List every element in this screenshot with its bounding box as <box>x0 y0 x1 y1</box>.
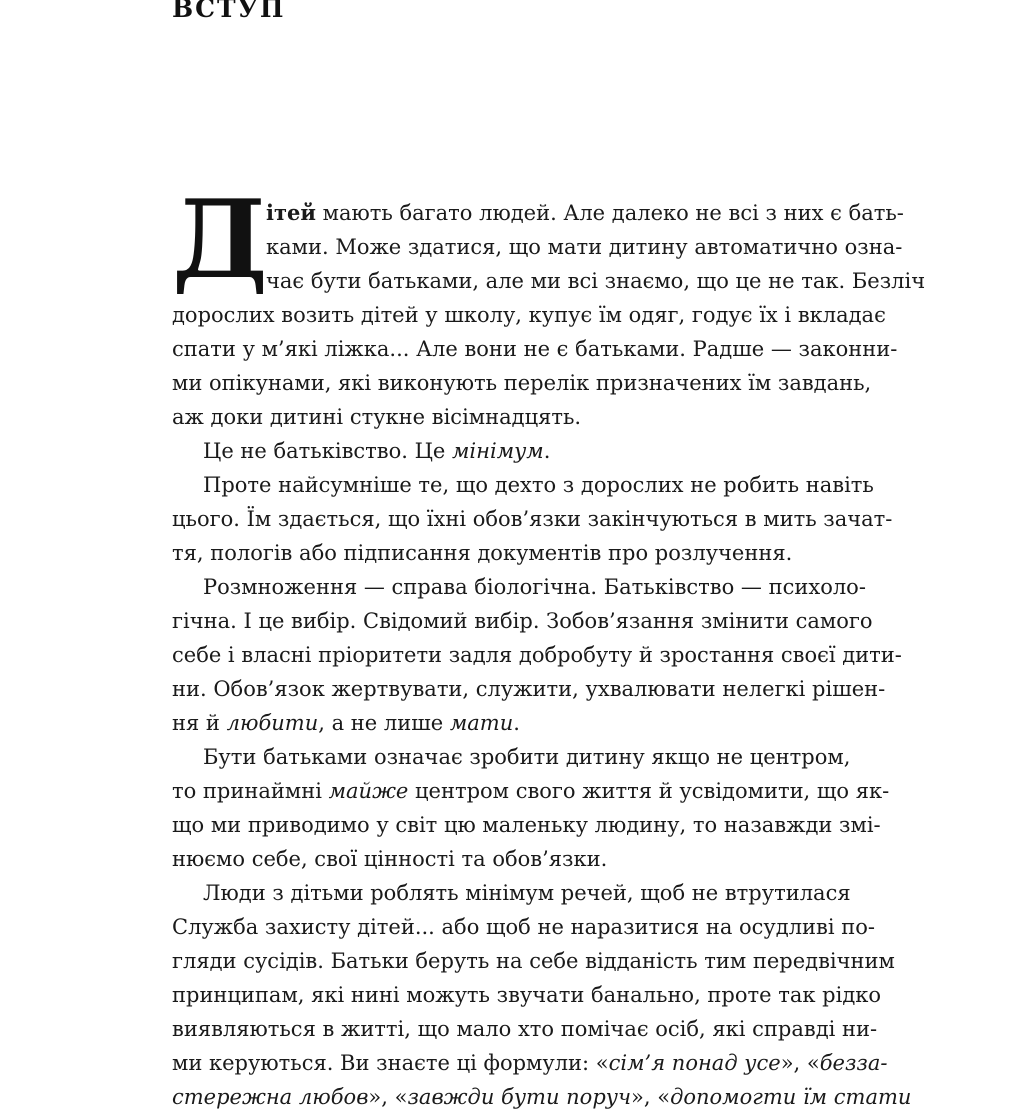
text-line <box>172 774 890 808</box>
text-line <box>172 468 874 502</box>
text-run: Люди з дітьми роблять мінімум речей, щоб не втрутилася <box>203 881 851 905</box>
text-run: аж доки дитині стукне вісімнадцять. <box>172 405 582 429</box>
text-run: ни. Обов’язок жертвувати, служити, ухвалювати нелегкі рішен- <box>172 677 886 701</box>
text-run: . <box>513 711 520 735</box>
italic-text: мінімум <box>452 439 544 463</box>
text-line <box>172 944 895 978</box>
text-run: ми керуються. Ви знаєте ці формули: « <box>172 1051 609 1075</box>
text-line <box>172 876 851 910</box>
text-line <box>172 434 847 468</box>
text-run: гічна. І це вибір. Свідомий вибір. Зобов’язання змінити самого <box>172 609 873 633</box>
text-run: ня й <box>172 711 227 735</box>
text-run: . <box>543 439 551 463</box>
text-line <box>172 978 882 1012</box>
text-line <box>172 298 886 332</box>
italic-text: безза- <box>819 1051 888 1075</box>
text-run: виявляються в житті, що мало хто помічає осіб, які справді ни- <box>172 1017 878 1041</box>
text-run: принципам, які нині можуть звучати банально, проте так рідко <box>172 983 882 1007</box>
italic-text: завжди бути поруч <box>407 1085 632 1109</box>
italic-text: стережна любов <box>172 1085 369 1109</box>
text-line <box>172 706 847 740</box>
text-run: спати у м’які ліжка... Але вони не є батьками. Радше — законни- <box>172 337 898 361</box>
text-line <box>172 366 872 400</box>
text-run: цього. Їм здається, що їхні обов’язки закінчуються в мить зачат- <box>172 507 893 531</box>
text-run: Це не батьківство. Це <box>203 439 453 463</box>
text-line <box>172 332 898 366</box>
text-run: чає бути батьками, але ми всі знаємо, що це не так. Безліч <box>266 269 926 293</box>
body-text <box>172 196 926 1114</box>
italic-text: майже <box>328 779 409 803</box>
text-line <box>172 1046 888 1080</box>
text-line <box>172 808 881 842</box>
text-line <box>172 1012 878 1046</box>
text-run: тя, пологів або підписання документів про розлучення. <box>172 541 793 565</box>
text-line <box>172 672 886 706</box>
text-line <box>172 1080 912 1114</box>
text-line <box>172 638 902 672</box>
text-run: гляди сусідів. Батьки беруть на себе відданість тим передвічним <box>172 949 895 973</box>
italic-text: сім’я понад усе <box>608 1051 781 1075</box>
italic-text: допомогти їм стати <box>670 1085 912 1109</box>
text-line <box>172 842 847 876</box>
text-line <box>172 570 866 604</box>
text-run: нюємо себе, свої цінності та обов’язки. <box>172 847 608 871</box>
text-run: мають багато людей. Але далеко не всі з них є бать- <box>315 201 904 225</box>
text-line <box>172 230 903 264</box>
text-run: то принаймні <box>172 779 329 803</box>
text-line <box>172 264 926 298</box>
drop-cap: Д <box>172 177 269 303</box>
text-run: ками. Може здатися, що мати дитину автоматично озна- <box>266 235 903 259</box>
italic-text: мати <box>449 711 514 735</box>
text-run: ми опікунами, які виконують перелік призначених їм завдань, <box>172 371 872 395</box>
text-line <box>172 400 847 434</box>
text-run: що ми приводимо у світ цю маленьку людину, то назавжди змі- <box>172 813 881 837</box>
text-line <box>172 196 904 230</box>
chapter-title: ВСТУП <box>172 0 286 23</box>
text-run: », « <box>368 1085 408 1109</box>
text-run: Розмноження — справа біологічна. Батьківство — психоло- <box>203 575 866 599</box>
text-line <box>172 502 893 536</box>
text-run: », « <box>631 1085 671 1109</box>
text-run: , а не лише <box>318 711 450 735</box>
text-run: дорослих возить дітей у школу, купує їм одяг, годує їх і вкладає <box>172 303 886 327</box>
text-line <box>172 910 875 944</box>
text-line <box>172 536 847 570</box>
text-run: Проте найсумніше те, що дехто з дорослих не робить навіть <box>203 473 874 497</box>
text-line <box>172 740 851 774</box>
italic-text: любити <box>226 711 319 735</box>
text-run: себе і власні пріоритети задля добробуту й зростання своєї дити- <box>172 643 902 667</box>
text-run: », « <box>780 1051 820 1075</box>
text-line <box>172 604 873 638</box>
lead-word: ітей <box>266 200 316 225</box>
text-run: центром свого життя й усвідомити, що як- <box>408 779 890 803</box>
text-run: Бути батьками означає зробити дитину якщо не центром, <box>203 745 851 769</box>
text-run: Служба захисту дітей... або щоб не наразитися на осудливі по- <box>172 915 875 939</box>
